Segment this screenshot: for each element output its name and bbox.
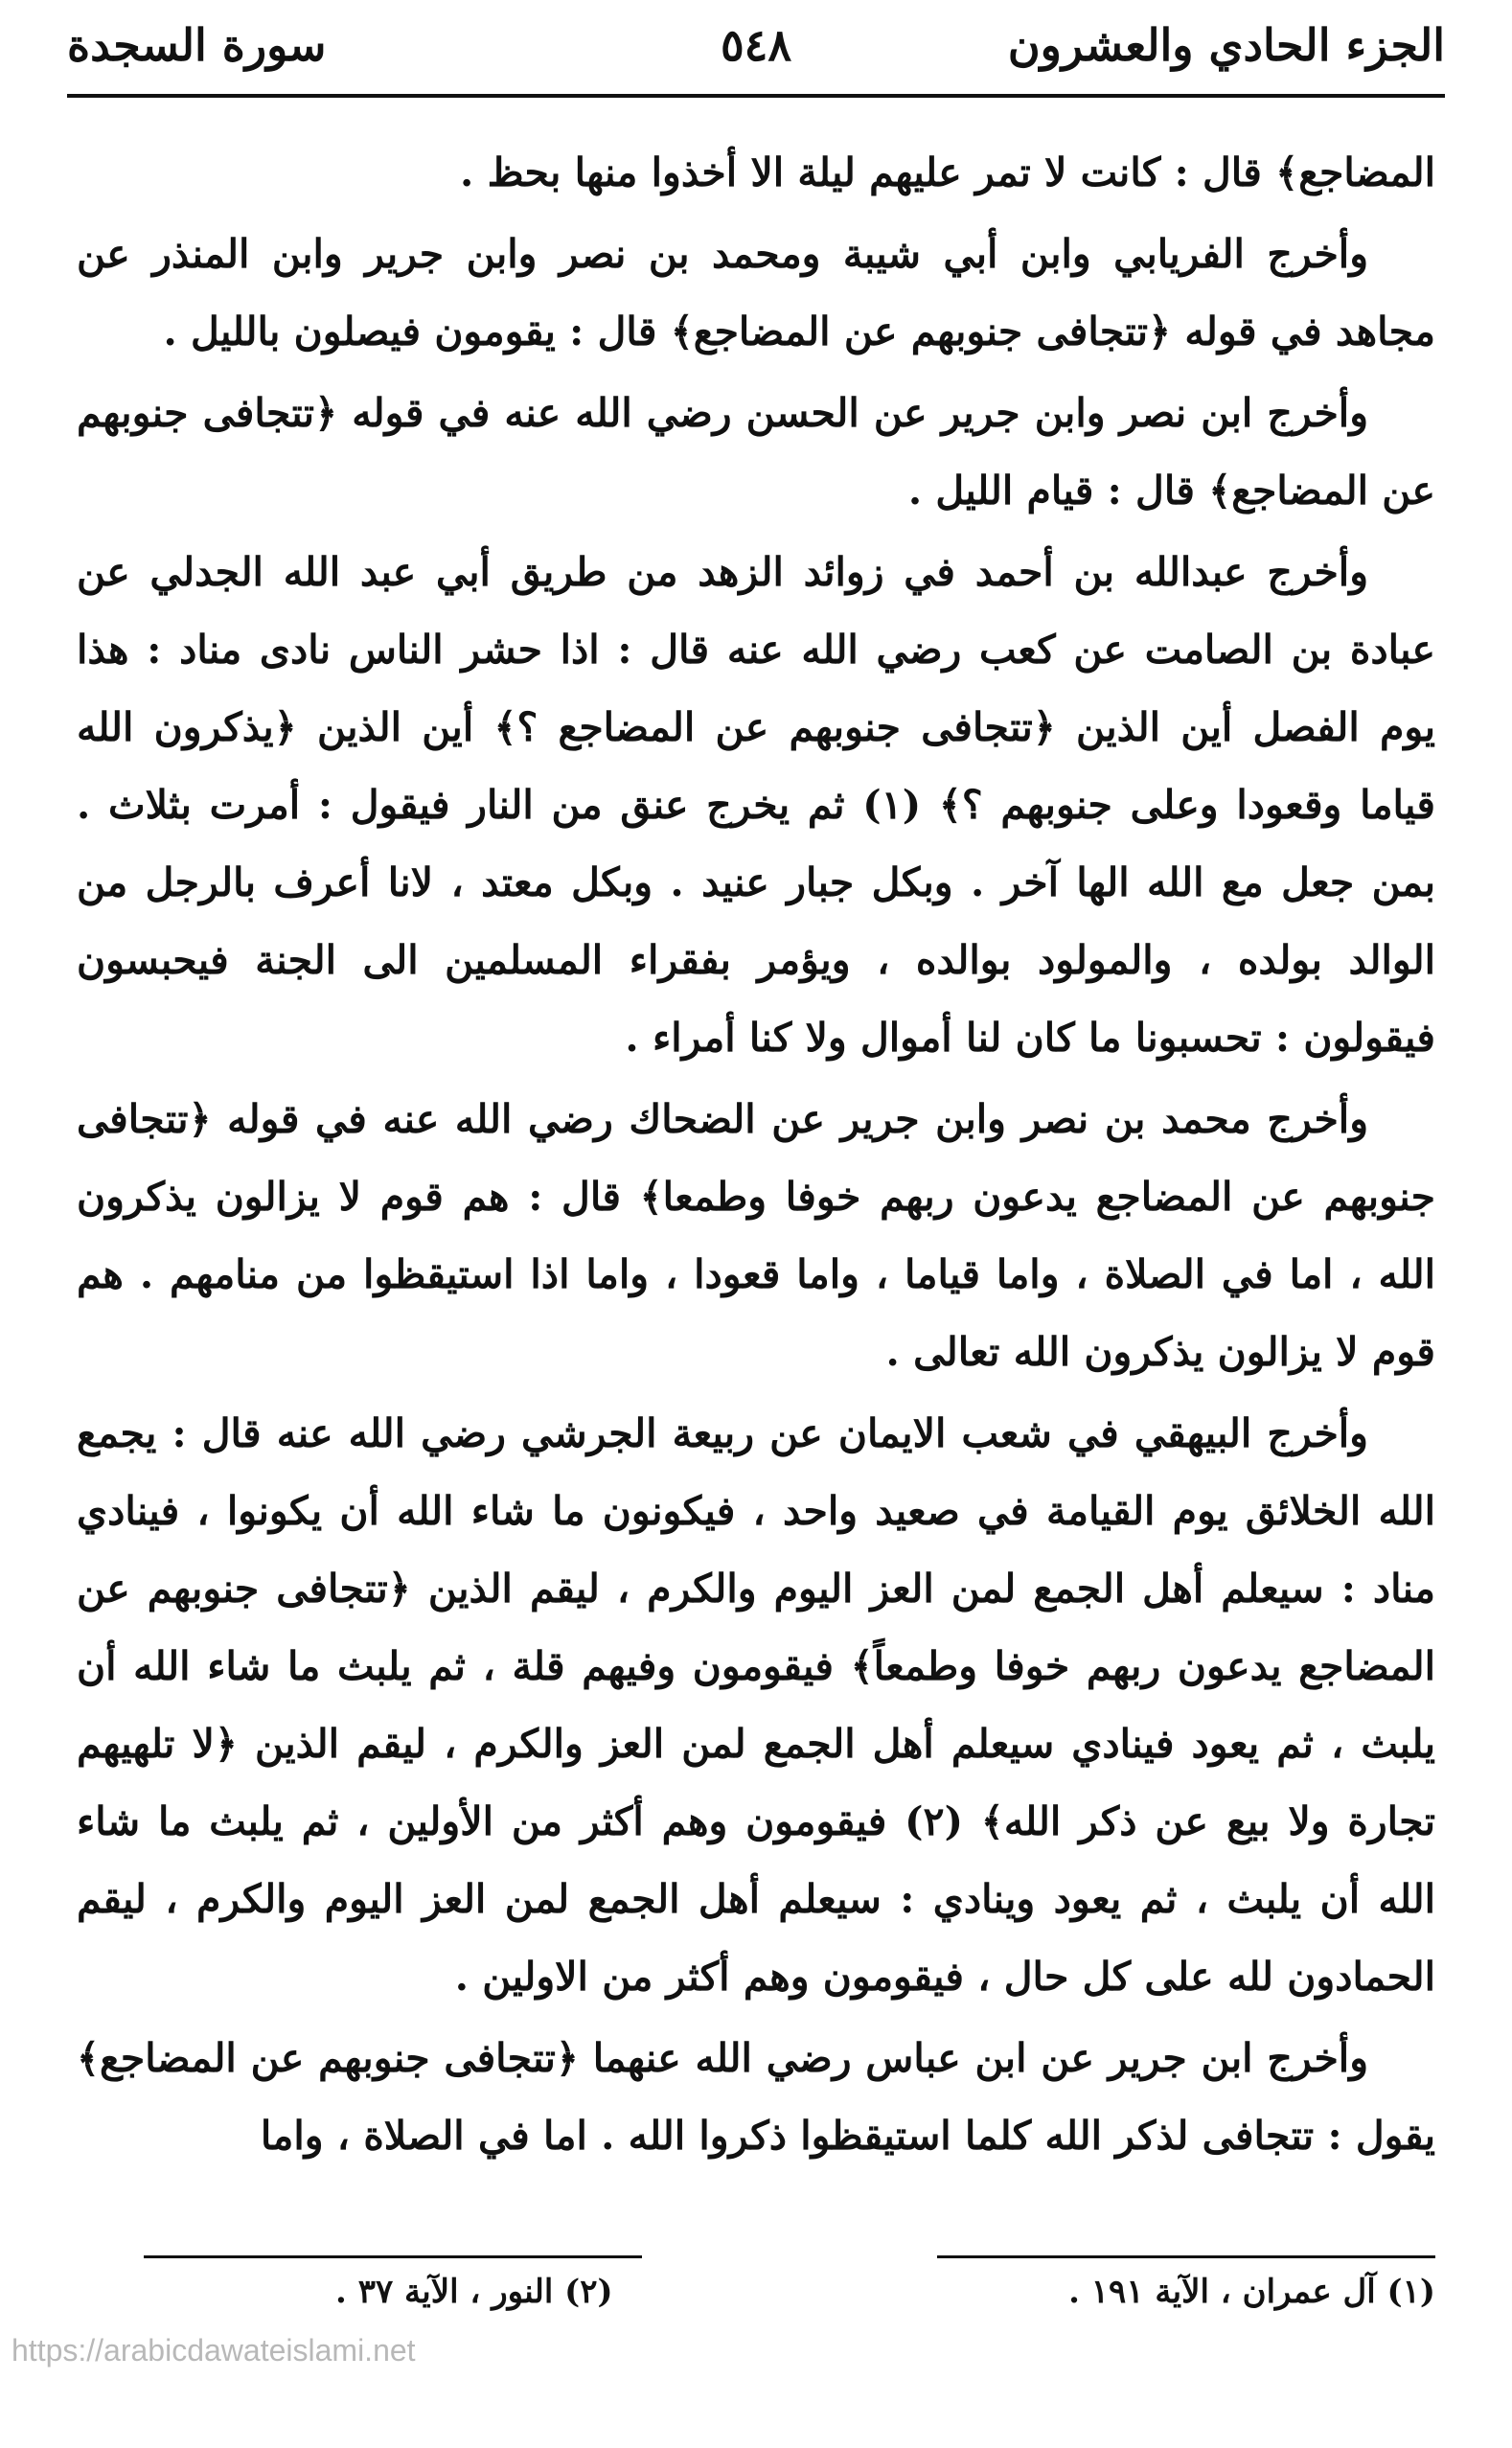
main-text	[77, 134, 1435, 2175]
surah-title: سورة السجدة	[67, 19, 327, 71]
paragraph: وأخرج ابن نصر وابن جرير عن الحسن رضي الله عنه في قوله ﴿تتجافى جنوبهم عن المضاجع﴾ قال : قيام الليل .	[77, 390, 1435, 514]
footnote-1: (١) آل عمران ، الآية ١٩١ .	[1068, 2273, 1435, 2311]
paragraph: وأخرج محمد بن نصر وابن جرير عن الضحاك رضي الله عنه في قوله ﴿تتجافى جنوبهم عن المضاجع يدعون ربهم خوفا وطمعا﴾ قال : هم قوم لا يزالون يذكرون الله ، اما في الصلاة ، واما قياما ، واما قعودا ، واما اذا استيقظوا من منامهم . هم قوم لا يزالون يذكرون الله تعالى .	[77, 1096, 1435, 1375]
footnote-rule	[144, 2255, 642, 2258]
footnotes	[144, 2273, 1435, 2330]
page-number: ٥٤٨	[720, 19, 792, 71]
page-header	[67, 19, 1445, 96]
footnote-2: (٢) النور ، الآية ٣٧ .	[335, 2273, 613, 2311]
footnote-rules	[144, 2255, 1435, 2259]
paragraph: وأخرج عبدالله بن أحمد في زوائد الزهد من طريق أبي عبد الله الجدلي عن عبادة بن الصامت عن كعب رضي الله عنه قال : اذا حشر الناس نادى مناد : هذا يوم الفصل أين الذين ﴿تتجافى جنوبهم عن المضاجع ؟﴾ أين الذين ﴿يذكرون الله قياما وقعودا وعلى جنوبهم ؟﴾ (١) ثم يخرج عنق من النار فيقول : أمرت بثلاث . بمن جعل مع الله الها آخر . وبكل جبار عنيد . وبكل معتد ، لانا أعرف بالرجل من الوالد بولده ، والمولود بوالده ، ويؤمر بفقراء المسلمين الى الجنة فيحبسون فيقولون : تحسبونا ما كان لنا أموال ولا كنا أمراء .	[77, 549, 1435, 1061]
header-rule	[67, 94, 1445, 98]
paragraph: وأخرج البيهقي في شعب الايمان عن ربيعة الجرشي رضي الله عنه قال : يجمع الله الخلائق يوم القيامة في صعيد واحد ، فيكونون ما شاء الله أن يكونوا ، فينادي مناد : سيعلم أهل الجمع لمن العز اليوم والكرم ، ليقم الذين ﴿تتجافى جنوبهم عن المضاجع يدعون ربهم خوفا وطمعاً﴾ فيقومون وفيهم قلة ، ثم يلبث ما شاء الله أن يلبث ، ثم يعود فينادي سيعلم أهل الجمع لمن العز والكرم ، ليقم الذين ﴿لا تلهيهم تجارة ولا بيع عن ذكر الله﴾ (٢) فيقومون وهم أكثر من الأولين ، ثم يلبث ما شاء الله أن يلبث ، ثم يعود وينادي : سيعلم أهل الجمع لمن العز اليوم والكرم ، ليقم الحمادون لله على كل حال ، فيقومون وهم أكثر من الاولين .	[77, 1410, 1435, 2000]
watermark-url: https://arabicdawateislami.net	[11, 2333, 416, 2368]
paragraph: وأخرج الفريابي وابن أبي شيبة ومحمد بن نصر وابن جرير وابن المنذر عن مجاهد في قوله ﴿تتجافى جنوبهم عن المضاجع﴾ قال : يقومون فيصلون بالليل .	[77, 231, 1435, 355]
paragraph: وأخرج ابن جرير عن ابن عباس رضي الله عنهما ﴿تتجافى جنوبهم عن المضاجع﴾ يقول : تتجافى لذكر الله كلما استيقظوا ذكروا الله . اما في الصلاة ، واما	[77, 2035, 1435, 2159]
part-title: الجزء الحادي والعشرون	[1007, 19, 1445, 71]
paragraph: المضاجع﴾ قال : كانت لا تمر عليهم ليلة الا أخذوا منها بحظ .	[460, 149, 1435, 195]
footnote-rule	[937, 2255, 1435, 2258]
